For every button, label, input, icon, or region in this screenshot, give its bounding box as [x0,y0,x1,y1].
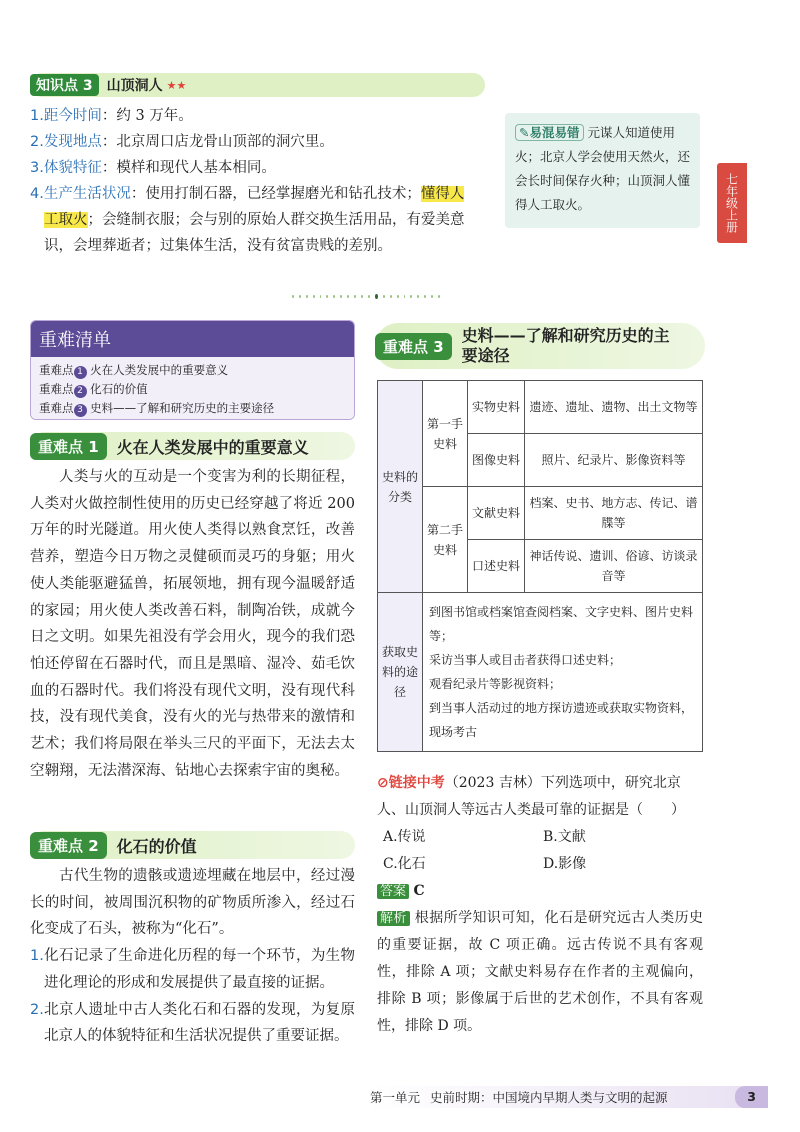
exam-tag: 链接中考 [388,775,445,791]
tip-text: 元谋人知道使用火；北京人学会使用天然火，还会长时间保存火种；山顶洞人懂得人工取火。 [515,125,691,212]
highlight-text: 懂得人 [420,186,465,202]
kp3-tag: 知识点 3 [30,74,99,96]
kp3-item: 3.体貌特征：模样和现代人基本相同。 [30,160,276,176]
kd1-tag: 重难点 1 [30,433,107,460]
overview-item: 重难点 3 史料——了解和研究历史的主要途径 [39,401,275,415]
option-b: B.文献 [543,829,586,845]
option-c: C.化石 [383,856,426,872]
kd2-header [30,831,355,859]
kp3-item: 1.距今时间：约 3 万年。 [30,108,193,124]
table-cell: 实物史料 [468,381,525,434]
options [377,824,703,878]
table-cell: 档案、史书、地方志、传记、谱牒等 [525,487,703,540]
overview-box [30,320,355,420]
table-cell: 获取史料的途径 [378,593,423,752]
kd2-tag: 重难点 2 [30,832,107,859]
kd2-paragraph: 古代生物的遗骸或遗迹埋藏在地层中，经过漫长的时间，被周围沉积物的矿物质所渗入，经过石化变成了石头，被称为“化石”。 [30,868,355,938]
unit-title: 史前时期：中国境内早期人类与文明的起源 [430,1090,668,1105]
page-number: 3 [735,1086,768,1108]
table-cell: 到图书馆或档案馆查阅档案、文字史料、图片史料等； 采访当事人或目击者获得口述史料； 观看纪录片等影视资料； 到当事人活动过的地方探访遗迹或获取实物资料，现场考古 [423,593,703,752]
kd3-title: 史料——了解和研究历史的主 要途径 [461,326,670,365]
kd2-title: 化石的价值 [116,836,197,856]
kd1-header [30,432,355,460]
answer-line: 答案 C [377,878,703,905]
analysis: 解析 根据所学知识可知，化石是研究远古人类历史的重要证据，故 C 项正确。远古传说不具有客观性，排除 A 项；文献史料易存在作者的主观偏向，排除 B 项；影像属于后世的艺术创作，不具有客观性，排除 D 项。 [377,910,703,1034]
table-cell: 神话传说、遗训、俗谚、访谈录音等 [525,540,703,593]
kp3-content: 1.距今时间：约 3 万年。 2.发现地点：北京周口店龙骨山顶部的洞穴里。 3.体貌特征：模样和现代人基本相同。 4.生产生活状况：使用打制石器，已经掌握磨光和钻孔技术；懂得人 工取火；会缝制衣服；会与别的原始人群交换生活用品，有爱美意 识，会埋葬逝者；过集体生活，没有贫富贵贱的差别。 [30,103,500,259]
kd3-tag: 重难点 3 [375,333,452,360]
highlight-text: 工取火 [44,212,88,228]
overview-item: 重难点 1 火在人类发展中的重要意义 [39,363,229,377]
exam-question [377,770,703,1040]
question-stem: （2023 吉林）下列选项中，研究北京人、山顶洞人等远古人类最可靠的证据是（ ） [377,775,685,818]
kd2-point: 2.北京人遗址中古人类化石和石器的发现，为复原北京人的体貌特征和生活状况提供了重要证据。 [30,1001,355,1045]
grade-side-tab: 七年级上册 [717,163,747,243]
link-icon: ⊘ [377,775,389,791]
kd3-header [375,323,705,369]
table-cell: 文献史料 [468,487,525,540]
link-icon: ✎ [519,125,530,140]
kd1-paragraph: 人类与火的互动是一个变害为利的长期征程，人类对火做控制性使用的历史已经穿越了将近 200 万年的时光隧道。用火使人类得以熟食烹饪，改善营养，塑造今日万物之灵健硕而灵巧的身躯；用火使人类能驱避猛兽，拓展领地，拥有现今温暖舒适的家园；用火使人类改善石料，制陶冶铁，成就今日之文明。如果先祖没有学会用火，现今的我们恐怕还停留在石器时代，而且是黑暗、湿冷、茹毛饮血的石器时代。我们将没有现代文明，没有现代科技，没有现代美食，没有火的光与热带来的激情和艺术；我们将局限在举头三尺的平面下，无法去太空翱翔，无法潜深海、钻地心去探索宇宙的奥秘。 [30,469,355,779]
table-cell: 照片、纪录片、影像资料等 [525,434,703,487]
kp3-header [30,73,485,97]
table-cell: 史料的分类 [378,381,423,593]
tip-box [505,113,700,228]
kd2-content [30,863,355,1050]
table-cell: 第一手史料 [423,381,468,487]
kp3-item-4: 4.生产生活状况：使用打制石器，已经掌握磨光和钻孔技术；懂得人 [30,186,465,202]
sources-table [377,380,703,752]
kp3-title: 山顶洞人 [106,78,163,94]
table-cell: 图像史料 [468,434,525,487]
table-cell: 第二手史料 [423,487,468,593]
tip-tag: ✎易混易错 [515,124,584,141]
kd1-title: 火在人类发展中的重要意义 [116,437,309,457]
divider-dots [292,292,440,300]
page-footer [368,1086,768,1108]
unit-label: 第一单元 [370,1090,421,1105]
kd2-point: 1.化石记录了生命进化历程的每一个环节，为生物进化理论的形成和发展提供了最直接的证据。 [30,948,355,991]
overview-title: 重难清单 [31,321,354,357]
difficulty-stars-icon: ★★ [166,78,187,92]
table-cell: 口述史料 [468,540,525,593]
kp3-item: 2.发现地点：北京周口店龙骨山顶部的洞穴里。 [30,134,334,150]
overview-item: 重难点 2 化石的价值 [39,382,148,396]
option-a: A.传说 [383,829,426,845]
table-cell: 遗迹、遗址、遗物、出土文物等 [525,381,703,434]
option-d: D.影像 [543,856,587,872]
